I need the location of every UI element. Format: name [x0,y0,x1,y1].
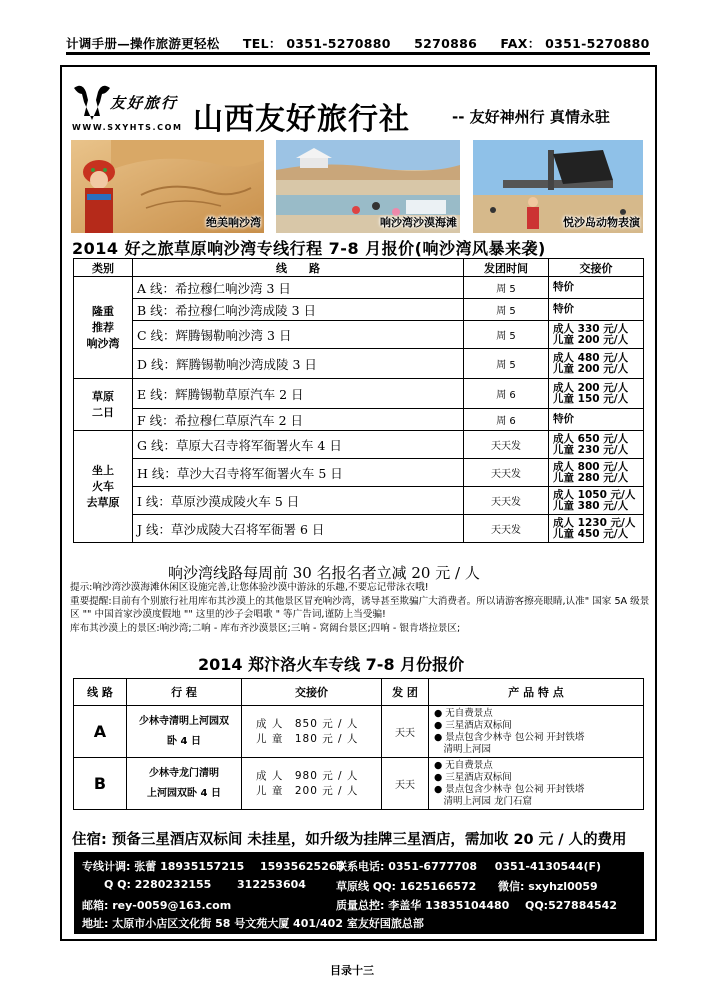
price-line: 儿童 450 元/人 [553,527,629,540]
price-cell [549,459,644,487]
table-row [74,515,644,543]
price-cell [549,277,644,299]
fax-number: 0351-5270880 [545,36,650,51]
category-cell [74,277,133,379]
departure-cell: 天天发 [464,431,549,459]
price-line: 儿童 150 元/人 [553,392,629,405]
price-cell [549,349,644,379]
wechat-id: sxyhzl0059 [528,880,598,893]
departure-cell: 天天 [382,758,429,810]
itinerary-line: 少林寺清明上河园双 [139,715,229,727]
discount-notice: 响沙湾线路每周前 30 名报名者立减 20 元 / 人 [168,564,480,582]
grassland-qq-row [336,878,598,894]
line-code: A [74,706,127,758]
col-header-departure: 发团时间 [464,259,549,277]
price-line: 儿童 230 元/人 [553,443,629,456]
feature-line: 清明上河园 龙门石窟 [434,795,533,807]
tip-line: 库布其沙漠上的景区:响沙湾;二响 - 库布齐沙漠景区;三响 - 窝阔台景区;四响 - 银肯塔拉景区; [70,622,461,634]
price-line: 儿 童 180 元 / 人 [256,732,359,745]
quality-phone: 13835104480 [425,899,510,912]
table-row [74,409,644,431]
table-row [74,299,644,321]
price-cell [549,431,644,459]
address-text: 太原市小店区文化街 58 号文苑大厦 401/402 室友好国旅总部 [112,917,424,930]
itinerary-line: 少林寺龙门清明 [149,767,219,779]
table1-title: 2014 好之旅草原响沙湾专线行程 7-8 月报价(响沙湾风暴来袭) [72,239,546,258]
grassland-qq: 1625166572 [399,880,477,893]
phone-row [336,858,601,874]
price-cell [549,299,644,321]
grassland-route-table [73,258,644,543]
table2-title: 2014 郑汴洛火车专线 7-8 月份报价 [198,655,465,674]
route-cell: H 线：草沙大召寺将军衙署火车 5 日 [133,459,464,487]
features-cell [429,706,644,758]
header-rule [66,52,650,55]
table-row [74,321,644,349]
price-line: 特价 [553,413,574,425]
category-line: 坐上 [92,463,114,477]
price-line: 成人 800 元/人 [553,460,629,473]
table-row [74,487,644,515]
table-header-row [74,679,644,706]
departure-cell: 周 5 [464,321,549,349]
photo-desert-beach [276,140,460,233]
tel-number-1: 0351-5270880 [286,36,391,51]
line-code: B [74,758,127,810]
route-cell: I 线：草原沙漠成陵火车 5 日 [133,487,464,515]
hotline-row [82,858,344,874]
feature-line: ● 无自费景点 [434,759,493,771]
table-row [74,277,644,299]
route-cell: A 线：希拉穆仁响沙湾 3 日 [133,277,464,299]
train-route-table [73,678,644,810]
col-header-features: 产 品 特 点 [429,679,644,706]
hotline-mobile-1: 18935157215 [160,860,245,873]
price-line: 成人 1050 元/人 [553,488,636,501]
slogan: -- 友好神州行 真情永驻 [452,108,610,126]
photo-animal-show [473,140,643,233]
price-line: 成人 1230 元/人 [553,516,636,529]
departure-cell: 周 5 [464,349,549,379]
feature-line: ● 无自费景点 [434,707,493,719]
email-address[interactable]: rey-0059@163.com [112,899,232,912]
address-row [82,915,424,931]
category-line: 去草原 [86,495,120,509]
feature-line: ● 三星酒店双标间 [434,719,512,731]
price-line: 成 人 850 元 / 人 [256,717,359,730]
departure-cell: 天天发 [464,459,549,487]
category-line: 二日 [92,405,114,419]
category-line: 响沙湾 [86,336,120,350]
price-cell [242,758,382,810]
table-row [74,379,644,409]
email-label: 邮箱: [82,899,109,912]
price-line: 特价 [553,303,574,315]
tel-label: TEL： [242,36,282,51]
price-cell [549,409,644,431]
quality-label: 质量总控: [336,899,385,912]
qq-label: Q Q: [104,878,131,891]
price-line: 儿童 200 元/人 [553,333,629,346]
route-cell: B 线：希拉穆仁响沙湾成陵 3 日 [133,299,464,321]
table-header-row [74,259,644,277]
quality-qq: QQ:527884542 [524,899,617,912]
price-line: 成人 200 元/人 [553,381,629,394]
col-header-departure: 发 团 [382,679,429,706]
header-line [66,34,650,52]
col-header-price: 交接价 [549,259,644,277]
table-row [74,706,644,758]
qq-1: 2280232155 [134,878,212,891]
price-cell [549,515,644,543]
category-cell [74,379,133,431]
route-cell: F 线：希拉穆仁草原汽车 2 日 [133,409,464,431]
photo-caption: 绝美响沙湾 [206,216,261,229]
category-line: 隆重 [92,304,114,318]
category-line: 草原 [92,389,114,403]
departure-cell: 天天发 [464,487,549,515]
price-line: 儿童 380 元/人 [553,499,629,512]
company-name: 山西友好旅行社 [193,102,410,137]
logo-text: 友好旅行 [110,94,179,112]
accommodation-note: 住宿: 预备三星酒店双标间 未挂星，如升级为挂牌三星酒店，需加收 20 元 / 人的费用 [72,832,627,848]
logo-icon [72,80,112,122]
price-line: 成人 330 元/人 [553,322,629,335]
itinerary-cell [127,706,242,758]
grassland-qq-label: 草原线 QQ: [336,880,396,893]
qq-row [104,878,306,891]
quality-name: 李盖华 [388,899,422,912]
feature-line: ● 景点包含少林寺 包公祠 开封铁塔 [434,731,585,743]
table-row [74,758,644,810]
category-line: 推荐 [92,320,114,334]
col-header-route: 线 路 [133,259,464,277]
table-row [74,349,644,379]
phone-label: 联系电话: [336,860,385,873]
route-cell: G 线：草原大召寺将军衙署火车 4 日 [133,431,464,459]
table-row [74,431,644,459]
price-line: 特价 [553,281,574,293]
photo-singing-sand-bay [71,140,264,233]
table-row [74,459,644,487]
price-line: 儿童 280 元/人 [553,471,629,484]
quality-row [336,897,617,913]
departure-cell: 周 6 [464,379,549,409]
phone-1: 0351-6777708 [388,860,478,873]
hotline-name: 张蕾 [134,860,157,873]
header-tagline: 计调手册—操作旅游更轻松 [66,36,220,51]
col-header-line: 线 路 [74,679,127,706]
email-row [82,897,231,913]
category-cell [74,431,133,543]
price-line: 儿童 200 元/人 [553,362,629,375]
departure-cell: 周 6 [464,409,549,431]
hotline-mobile-2: 15935625263 [259,860,345,873]
itinerary-line: 卧 4 日 [167,735,201,747]
route-cell: J 线：草沙成陵大召将军衙署 6 日 [133,515,464,543]
page-number: 目录十三 [330,964,374,977]
col-header-category: 类别 [74,259,133,277]
hotline-label: 专线计调: [82,860,131,873]
features-cell [429,758,644,810]
price-cell [242,706,382,758]
contact-box [74,852,644,934]
departure-cell: 周 5 [464,277,549,299]
tips-block [70,581,650,635]
qq-2: 312253604 [237,878,306,891]
itinerary-line: 上河园双卧 4 日 [147,787,221,799]
departure-cell: 周 5 [464,299,549,321]
phone-2: 0351-4130544(F) [494,860,602,873]
wechat-label: 微信: [498,880,525,893]
category-line: 火车 [92,479,114,493]
route-cell: C 线：辉腾锡勒响沙湾 3 日 [133,321,464,349]
fax-label: FAX： [500,36,541,51]
price-cell [549,379,644,409]
tip-line: 重要提醒:目前有个别旅行社用库布其沙漠上的其他景区冒充响沙湾，诱导甚至欺骗广大消费者。所以请游客擦亮眼睛,认准" 国家 5A 级景区 "" 中国首家沙漠度假地 "" 这里的沙子会唱歌 " 等广告词,谨防上当受骗! [70,595,650,620]
price-line: 成 人 980 元 / 人 [256,769,359,782]
tip-line: 提示:响沙湾沙漠海滩休闲区设施完善,让您体验沙漠中游泳的乐趣,不要忘记带泳衣哦! [70,582,429,593]
price-cell [549,487,644,515]
col-header-itinerary: 行 程 [127,679,242,706]
route-cell: D 线：辉腾锡勒响沙湾成陵 3 日 [133,349,464,379]
address-label: 地址: [82,917,109,930]
feature-line: ● 景点包含少林寺 包公祠 开封铁塔 [434,783,585,795]
tel-number-2: 5270886 [414,36,478,51]
feature-line: 清明上河园 [434,743,492,755]
photo-caption: 悦沙岛动物表演 [563,216,640,229]
departure-cell: 天天发 [464,515,549,543]
itinerary-cell [127,758,242,810]
photo-caption: 响沙湾沙漠海滩 [380,216,457,229]
route-cell: E 线：辉腾锡勒草原汽车 2 日 [133,379,464,409]
departure-cell: 天天 [382,706,429,758]
feature-line: ● 三星酒店双标间 [434,771,512,783]
logo-url: WWW.SXYHTS.COM [72,123,183,132]
col-header-price: 交接价 [242,679,382,706]
price-line: 成人 650 元/人 [553,432,629,445]
price-cell [549,321,644,349]
price-line: 成人 480 元/人 [553,351,629,364]
price-line: 儿 童 200 元 / 人 [256,784,359,797]
